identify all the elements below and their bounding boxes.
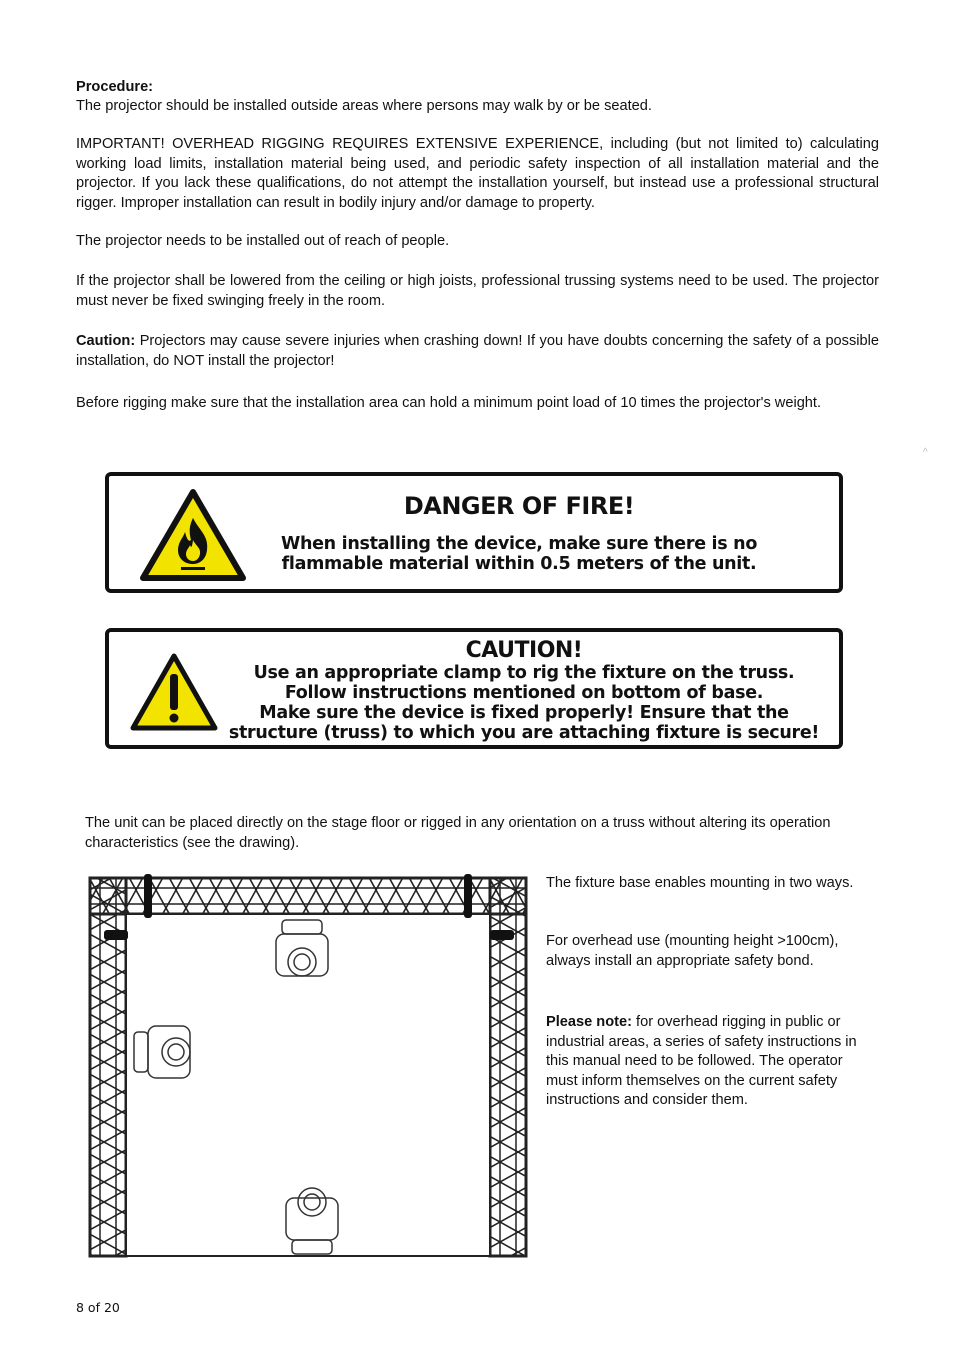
placement-paragraph: The unit can be placed directly on the stage floor or rigged in any orientation on a truss without altering its operation characteristics (see the drawing). [85,815,831,851]
flammable-warning-icon [139,488,247,582]
caution-paragraph [76,332,879,371]
caution-warning-line-2: Follow instructions mentioned on bottom of base. [284,683,764,703]
lowered-paragraph: If the projector shall be lowered from the ceiling or high joists, professional trussing systems need to be used. The projector must never be fixed swinging freely in the room. [76,273,879,309]
reach-paragraph: The projector needs to be installed out of reach of people. [76,233,450,249]
before-rigging-paragraph: Before rigging make sure that the installation area can hold a minimum point load of 10 times the projector's weight. [76,395,822,411]
caution-warning-line-1: Use an appropriate clamp to rig the fixture on the truss. [253,663,795,683]
important-paragraph: IMPORTANT! OVERHEAD RIGGING REQUIRES EXTENSIVE EXPERIENCE, including (but not limited to) calculating working load limits, installation material being used, and periodic safety inspection of all installation material and the projector. If you lack these qualifications, do not attempt the installation yourself, but instead use a professional structural rigger. Improper installation can result in bodily injury and/or damage to property. [76,136,879,211]
fire-warning-box [105,472,843,593]
fire-warning-title: DANGER OF FIRE! [403,492,635,520]
caution-warning-box [105,628,843,749]
fire-warning-line-2: flammable material within 0.5 meters of the unit. [281,554,757,574]
caution-warning-title: CAUTION! [465,638,583,663]
please-note-paragraph [546,1013,871,1111]
procedure-text: The projector should be installed outside areas where persons may walk by or be seated. [76,98,652,114]
caution-label: Caution: [76,333,136,349]
fire-warning-line-1: When installing the device, make sure there is no [280,534,758,554]
procedure-heading: Procedure: [76,79,154,95]
caret-mark: ^ [923,447,928,458]
exclamation-warning-icon [129,652,219,732]
please-note-text: for overhead rigging in public or industrial areas, a series of safety instructions in this manual need to be followed. The operator must inform themselves on the current safety instructions and consider them. [546,1014,857,1108]
please-note-label: Please note: [546,1014,632,1030]
base-mounting-text: The fixture base enables mounting in two ways. [546,875,854,891]
truss-drawing [86,872,532,1262]
caution-text: Projectors may cause severe injuries when crashing down! If you have doubts concerning the safety of a possible installation, do NOT install the projector! [76,333,879,369]
caution-warning-line-4: structure (truss) to which you are attaching fixture is secure! [228,723,820,743]
page-number: 8 of 20 [76,1300,120,1315]
caution-warning-line-3: Make sure the device is fixed properly! Ensure that the [259,703,789,723]
overhead-use-text: For overhead use (mounting height >100cm), always install an appropriate safety bond. [546,933,839,969]
